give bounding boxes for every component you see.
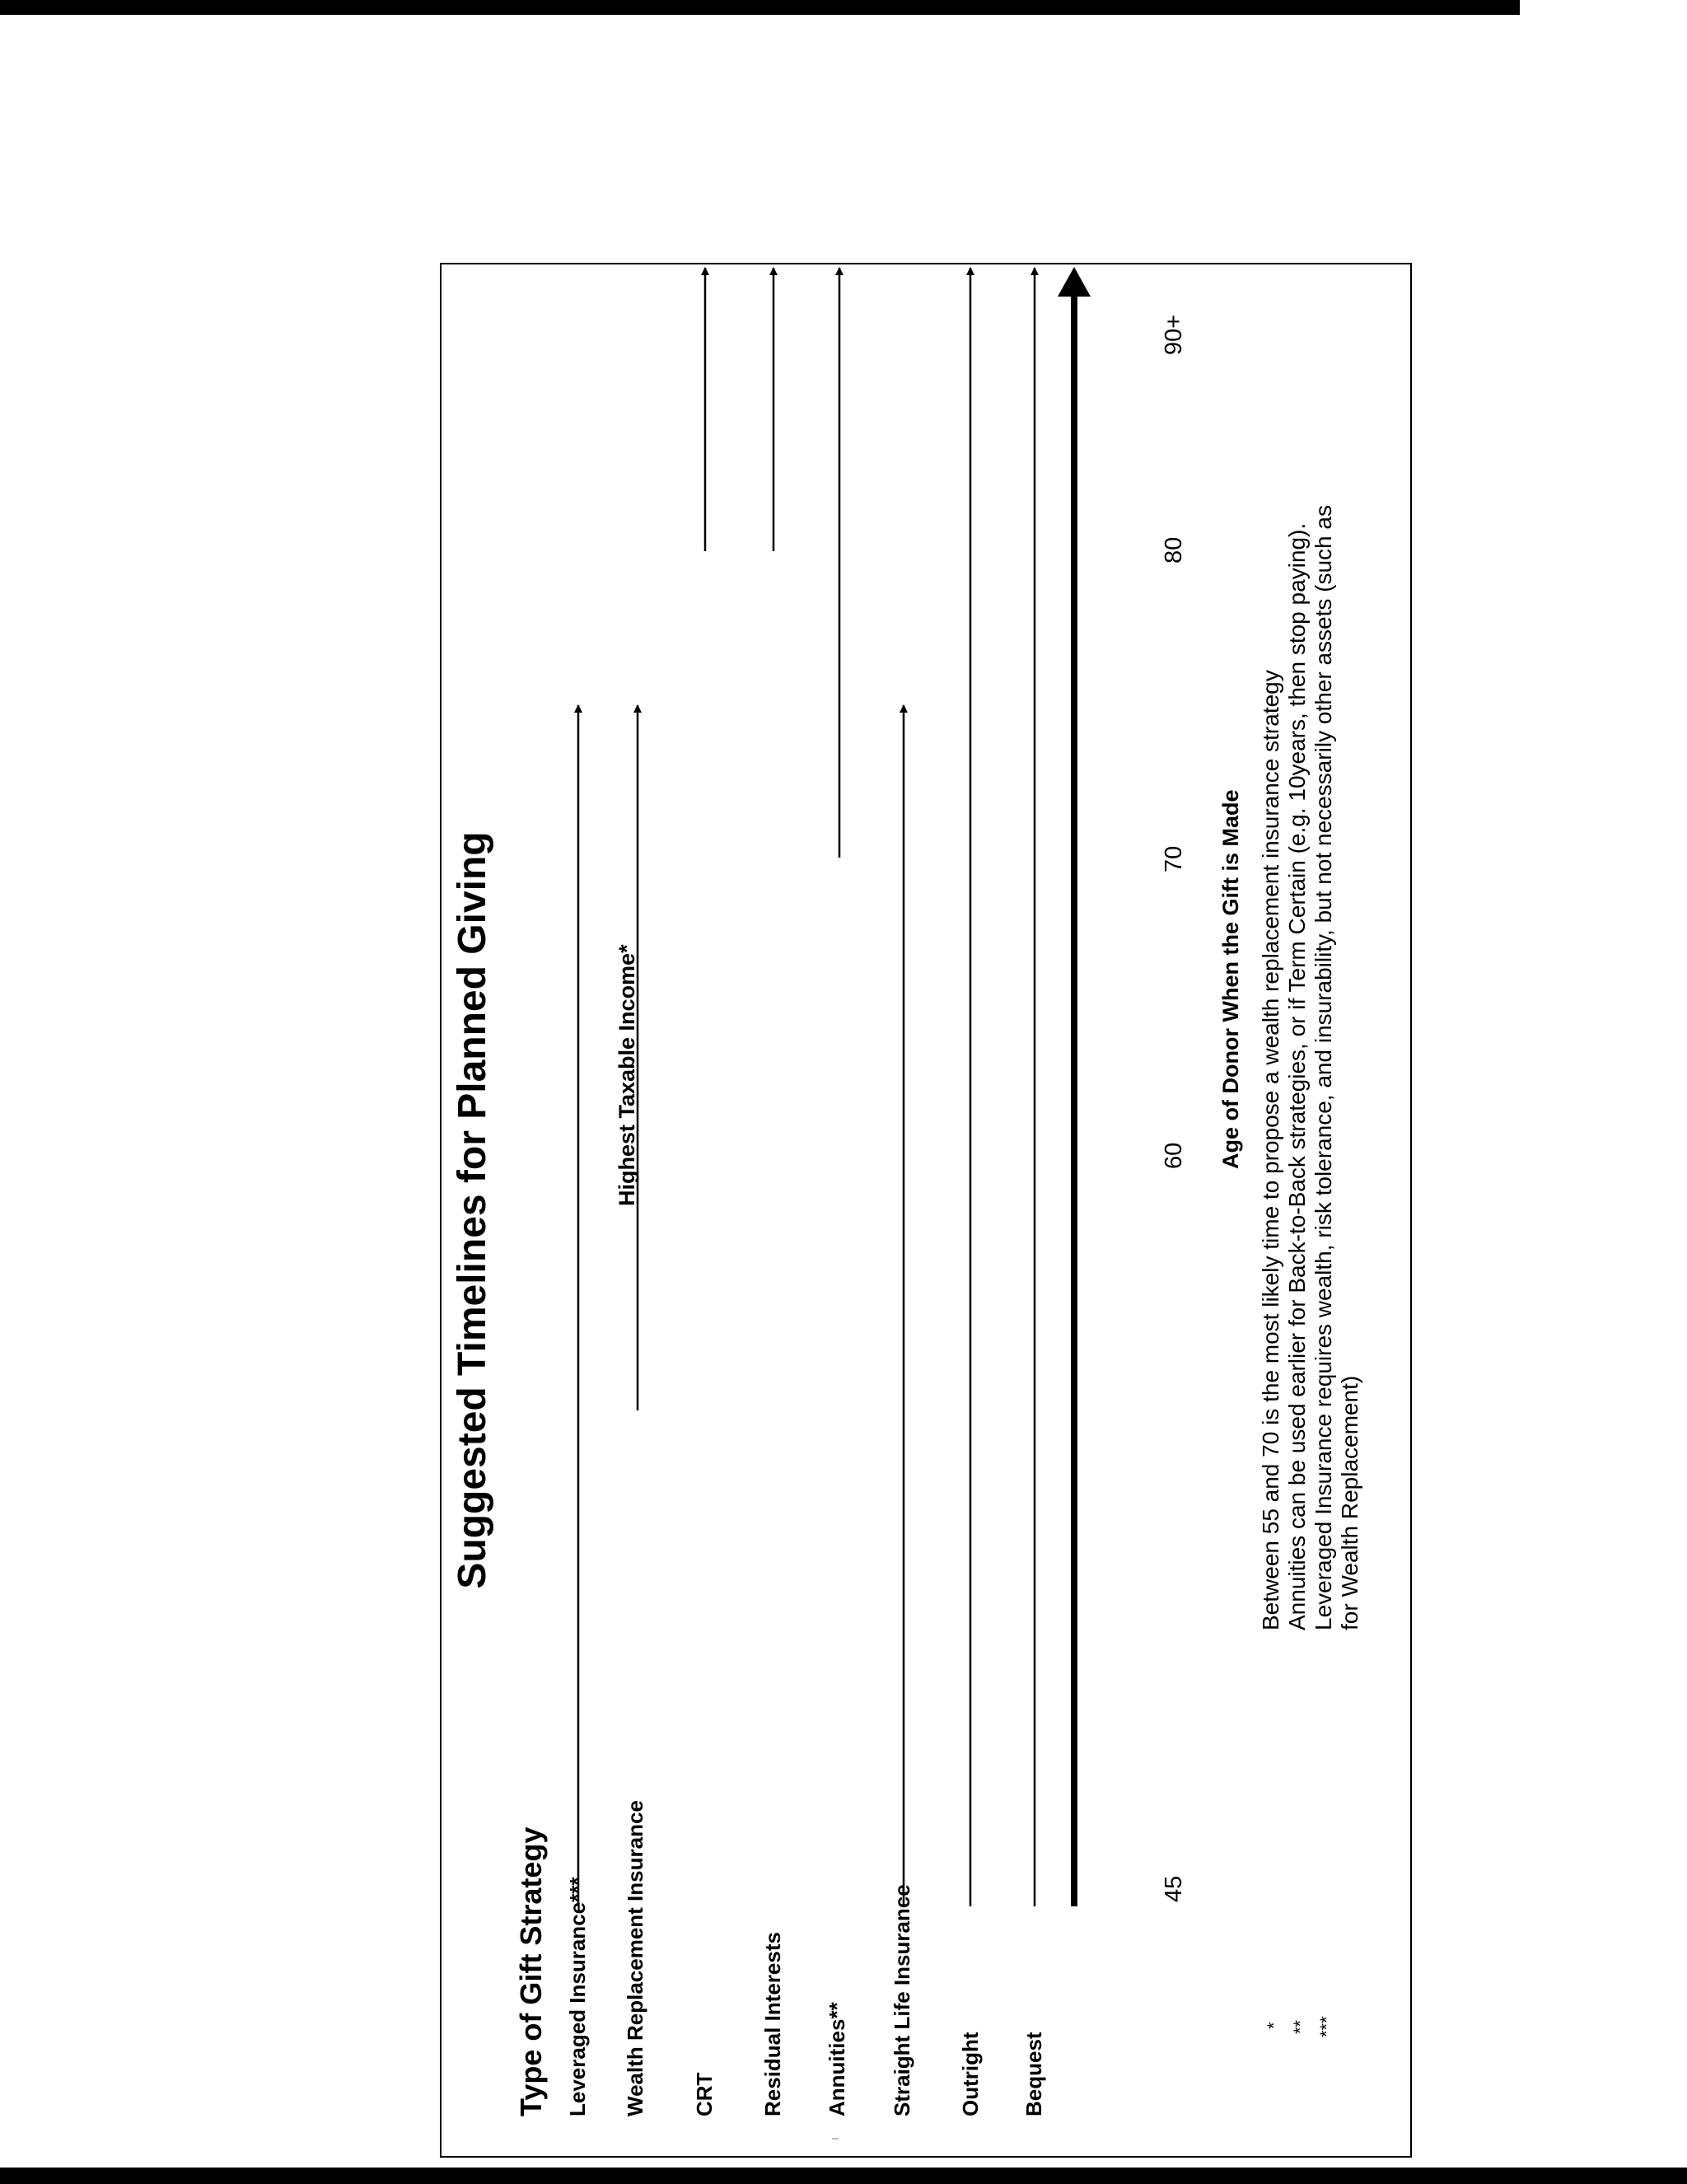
strategy-label-straight-life-insurance: Straight Life Insurance xyxy=(890,1884,914,2116)
page-title: Suggested Timelines for Planned Giving xyxy=(451,831,494,1589)
footnote-line-3: Leveraged Insurance requires wealth, risk tolerance, and insurability, but not necessarily other assets (such as xyxy=(1311,505,1336,1630)
axis-tick-60: 60 xyxy=(1161,1142,1187,1169)
strategy-label-residual-interests: Residual Interests xyxy=(760,1932,785,2116)
footnote-mark-3: *** xyxy=(1316,2016,1337,2037)
rotated-page xyxy=(440,263,1412,2158)
footnote-line-4: for Wealth Replacement) xyxy=(1337,1375,1362,1630)
scan-top-border xyxy=(0,0,1687,15)
footnote-line-1: Between 55 and 70 is the most likely time to propose a wealth replacement insurance strategy xyxy=(1258,670,1283,1630)
footnote-line-2: Annuities can be used earlier for Back-to-Back strategies, or if Term Certain (e.g. 10years, then stop paying). xyxy=(1284,522,1310,1630)
age-axis-arrowhead xyxy=(1058,267,1091,297)
axis-tick-80: 80 xyxy=(1161,536,1187,564)
scan-top-gap xyxy=(1520,0,1687,15)
axis-tick-70: 70 xyxy=(1161,845,1187,872)
footnote-mark-1: * xyxy=(1264,2022,1284,2029)
strategy-label-leveraged-insurance: Leveraged Insurance*** xyxy=(565,1877,590,2116)
scan-bottom-border xyxy=(0,2168,1687,2184)
strategy-label-bequest: Bequest xyxy=(1021,2032,1046,2116)
axis-title: Age of Donor When the Gift is Made xyxy=(1218,789,1243,1169)
strategy-label-wealth-replacement-insurance: Wealth Replacement Insurance xyxy=(623,1800,647,2116)
highest-taxable-income-annotation: Highest Taxable Income* xyxy=(615,944,639,1206)
axis-tick-45: 45 xyxy=(1161,1875,1187,1902)
column-header: Type of Gift Strategy xyxy=(514,1826,548,2116)
axis-tick-90-plus: 90+ xyxy=(1161,314,1187,355)
strategy-label-outright: Outright xyxy=(958,2032,983,2116)
footnote-mark-2: ** xyxy=(1290,2019,1311,2034)
strategy-label-annuities: Annuities** xyxy=(825,2002,849,2116)
strategy-label-crt: CRT xyxy=(692,2072,717,2116)
